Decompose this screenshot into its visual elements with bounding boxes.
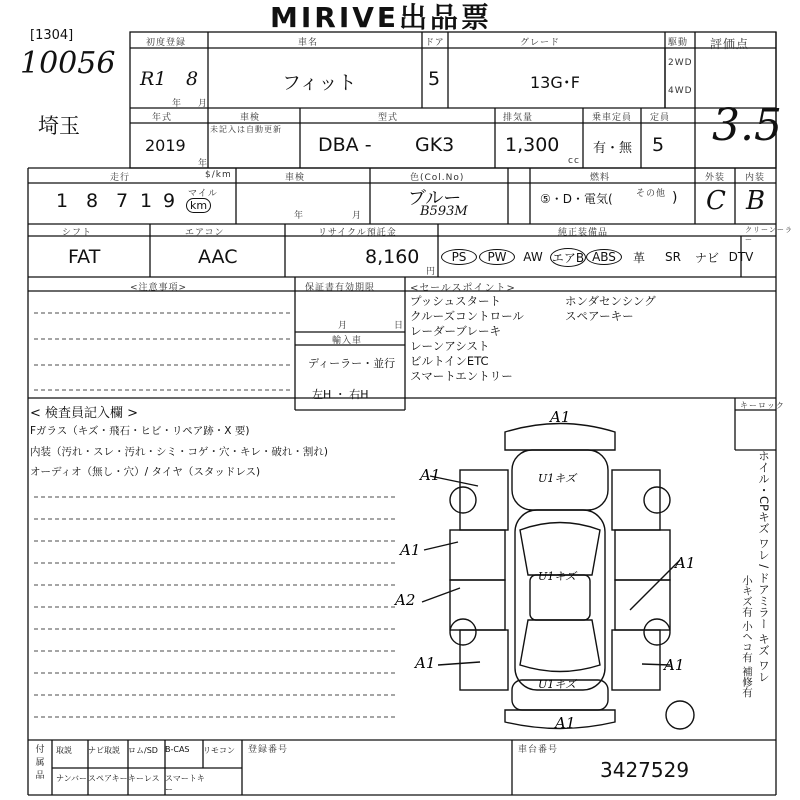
fuel-options: ⑤・D・電気(	[540, 192, 613, 206]
car-name: フィット	[282, 72, 357, 94]
label-inspector: < 検査員記入欄 >	[30, 406, 139, 421]
label-hist-month: 月	[352, 211, 363, 221]
label-mileage-unit: $/km	[205, 170, 232, 180]
equip-dtv: DTV	[728, 250, 754, 264]
capacity: 有・無	[593, 141, 633, 156]
import-dealer: ディーラー・並行	[308, 357, 396, 370]
label-cc: cc	[568, 156, 580, 166]
label-notes: <注意事項>	[130, 283, 188, 293]
lot-number: 10056	[20, 46, 116, 81]
mileage-unit: km	[186, 198, 211, 213]
label-4wd: 4WD	[668, 86, 693, 96]
chassis-number: 3427529	[600, 758, 690, 782]
vertical-note: ホイル・CPキズ ワレ / ドアミラー キズ ワレ	[757, 450, 771, 683]
vertical-sub-3: 補修有	[741, 665, 753, 698]
mileage-1: 1	[56, 190, 69, 212]
label-sales: <セールスポイント>	[410, 283, 516, 294]
sales-points-right	[565, 294, 656, 324]
mark-roof: U1キズ	[538, 570, 577, 583]
reg-month: 8	[186, 68, 199, 90]
label-accessories: 付属品	[35, 745, 45, 781]
region: 埼玉	[38, 114, 80, 138]
label-import: 輸入車	[332, 336, 363, 346]
acc-keyless: キーレス	[128, 774, 160, 783]
sales-point-3: レーダーブレーキ	[410, 324, 501, 338]
label-displacement: 排気量	[503, 113, 534, 123]
label-mileage: 走行	[110, 173, 131, 183]
import-steering: 左H ・ 右H	[312, 388, 369, 401]
seats: 5	[652, 134, 665, 156]
equip-leather: 革	[632, 250, 645, 265]
inspector-lines	[30, 424, 328, 481]
inspector-line-1: Fガラス（キズ・飛石・ヒビ・リペア跡・X 要)	[30, 425, 250, 437]
form-code: [1304]	[30, 28, 74, 43]
label-month-unit: 月	[198, 99, 209, 109]
grade: 13G･F	[530, 73, 580, 92]
label-first-reg: 初度登録	[146, 38, 187, 48]
reg-era: R1	[140, 68, 167, 90]
equip-aw: AW	[523, 250, 543, 264]
label-fuel: 燃料	[590, 173, 611, 183]
vertical-sub-1: 小キズ有	[741, 575, 753, 617]
color-no: B593M	[420, 204, 468, 219]
sales-point-1: プッシュスタート	[410, 294, 501, 308]
inspection-note: 未記入は自動更新	[210, 125, 282, 134]
equip-navi: ナビ	[694, 250, 719, 265]
sales-point-2: クルーズコントロール	[410, 309, 524, 323]
label-int: 内装	[745, 173, 766, 183]
label-ext: 外装	[705, 173, 726, 183]
acc-remote: リモコン	[203, 746, 235, 755]
label-drive: 駆動	[668, 38, 689, 48]
label-model: 型式	[378, 113, 399, 123]
mark-right-mid: A1	[675, 554, 696, 572]
acc-bcas: B-CAS	[165, 745, 190, 754]
vertical-sub	[740, 575, 755, 735]
acc-spare-key: スペアキー	[88, 774, 128, 783]
accessory-row-1	[56, 745, 241, 756]
equip-sr: SR	[665, 250, 681, 264]
shift: FAT	[68, 246, 101, 268]
equip-airbag: エアB	[550, 248, 586, 267]
label-car-name: 車名	[298, 38, 319, 48]
label-doors: ドア	[425, 38, 445, 48]
mark-right-bottom: A1	[664, 656, 685, 674]
color: ブルー	[408, 188, 462, 209]
inspector-line-3: オーディオ（無し・穴）/ タイヤ（スタッドレス)	[30, 466, 261, 478]
label-cool: クリーンーラー	[745, 226, 793, 244]
sales-point-6: スマートエントリー	[410, 369, 513, 383]
mileage-3: 7	[116, 190, 129, 212]
sales-point-r1: ホンダセンシング	[565, 294, 656, 308]
label-inspection: 車検	[240, 113, 261, 123]
label-score: 評価点	[710, 37, 750, 51]
label-hist-year: 年	[294, 211, 305, 221]
mark-left-mid: A1	[400, 541, 421, 559]
mileage-unit-alt: マイル	[188, 189, 218, 199]
mark-left-bottom: A1	[415, 654, 436, 672]
int-grade: B	[746, 186, 766, 216]
label-color: 色(Col.No)	[410, 173, 465, 183]
equip-abs: ABS	[586, 249, 622, 265]
accessory-row-2	[56, 773, 207, 795]
doors: 5	[428, 68, 441, 90]
recycle-fee: 8,160	[365, 246, 420, 268]
label-chassis: 車台番号	[518, 745, 559, 755]
label-year-unit: 年	[172, 99, 183, 109]
car-damage-diagram	[395, 408, 700, 740]
warranty-month: 月	[338, 321, 349, 331]
displacement: 1,300	[505, 134, 560, 156]
mileage-5: 9	[163, 190, 176, 212]
form-title: MIRIVE出品票	[270, 1, 493, 34]
label-capacity: 乗車定員	[592, 113, 633, 123]
ext-grade: C	[706, 186, 726, 216]
model: GK3	[415, 134, 455, 156]
label-model-year: 年式	[152, 113, 173, 123]
equip-ps: PS	[441, 249, 477, 265]
mileage-4: 1	[140, 190, 153, 212]
acc-manual: 取説	[56, 746, 72, 755]
mark-hood: U1キズ	[538, 472, 577, 485]
sales-point-5: ビルトインETC	[410, 354, 489, 368]
label-aircon: エアコン	[185, 228, 225, 238]
label-shift: シフト	[62, 228, 93, 238]
label-history: 車検	[285, 173, 306, 183]
model-year: 2019	[145, 136, 186, 155]
vertical-sub-2: 小ヘコ有	[741, 620, 753, 663]
sales-point-4: レーンアシスト	[410, 339, 490, 353]
label-equip: 純正装備品	[558, 228, 609, 238]
label-grade: グレード	[520, 38, 561, 48]
label-reg-no: 登録番号	[248, 745, 289, 755]
acc-rom: ロム/SD	[128, 746, 158, 755]
label-warranty: 保証書有効期限	[305, 283, 376, 293]
label-seats: 定員	[650, 113, 671, 123]
acc-smart-key: スマートキー	[165, 774, 205, 794]
mark-left-front: A1	[420, 466, 441, 484]
mileage-2: 8	[86, 190, 99, 212]
label-keylock: キーロック	[740, 401, 785, 410]
acc-plate: ナンバー	[56, 774, 88, 783]
mark-left-rear: A2	[395, 591, 416, 609]
acc-navi-manual: ナビ取説	[88, 746, 120, 755]
sales-points	[410, 294, 524, 384]
aircon: AAC	[198, 246, 238, 268]
sales-point-r2: スペアーキー	[565, 309, 634, 323]
score: 3.5	[712, 100, 782, 151]
mark-trunk: U1キズ	[538, 678, 577, 691]
model-prefix: DBA -	[318, 134, 372, 156]
inspector-line-2: 内装（汚れ・スレ・汚れ・シミ・コゲ・穴・キレ・破れ・割れ)	[30, 445, 328, 458]
mark-bottom: A1	[555, 714, 576, 732]
warranty-day: 日	[394, 321, 405, 331]
equipment-list	[440, 240, 776, 274]
label-yen: 円	[426, 267, 437, 277]
equip-pw: PW	[479, 249, 515, 265]
fuel-other: その他	[636, 189, 667, 199]
fuel-close: )	[672, 190, 678, 206]
label-recycle: リサイクル預託金	[318, 228, 397, 238]
label-2wd: 2WD	[668, 58, 693, 68]
mark-top: A1	[550, 408, 571, 426]
label-nen: 年	[198, 159, 209, 169]
